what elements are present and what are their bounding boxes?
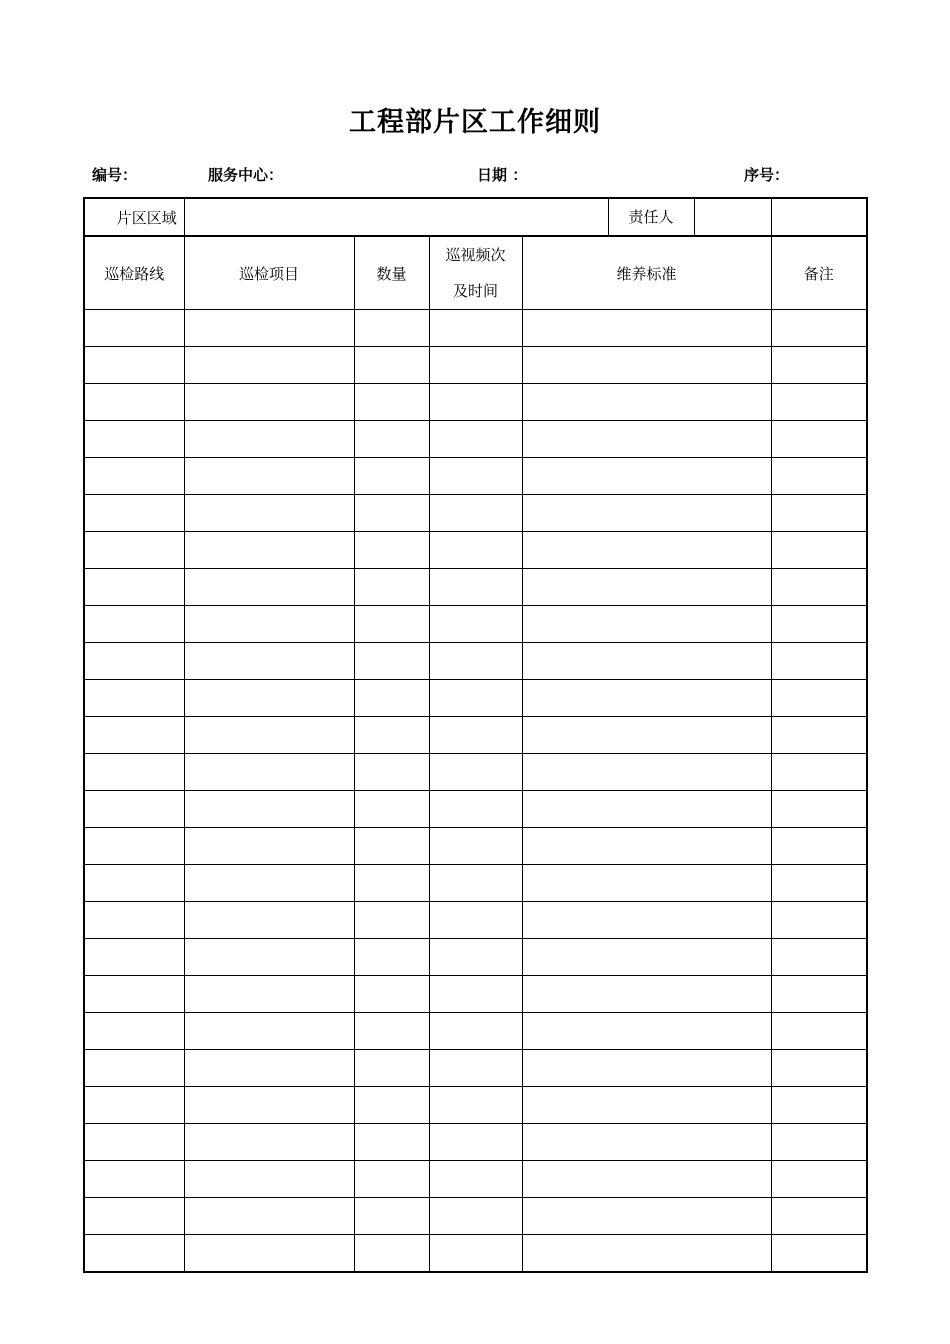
item-cell[interactable] — [184, 1013, 354, 1050]
route-cell[interactable] — [84, 421, 184, 458]
remarks-cell[interactable] — [771, 865, 867, 902]
owner-value-cell[interactable] — [695, 199, 771, 235]
quantity-cell[interactable] — [354, 754, 429, 791]
route-cell[interactable] — [84, 976, 184, 1013]
standard-cell[interactable] — [522, 902, 771, 939]
area-row — [84, 198, 867, 236]
quantity-cell[interactable] — [354, 1050, 429, 1087]
header-route: 巡检路线 — [84, 236, 184, 310]
route-cell[interactable] — [84, 458, 184, 495]
frequency-cell[interactable] — [429, 421, 522, 458]
route-cell[interactable] — [84, 717, 184, 754]
table-row — [84, 717, 867, 754]
remarks-cell[interactable] — [771, 939, 867, 976]
table-row — [84, 495, 867, 532]
frequency-cell[interactable] — [429, 828, 522, 865]
frequency-cell[interactable] — [429, 458, 522, 495]
table-row — [84, 1013, 867, 1050]
area-value-cell[interactable] — [184, 198, 608, 236]
item-cell[interactable] — [184, 347, 354, 384]
quantity-cell[interactable] — [354, 791, 429, 828]
page-title: 工程部片区工作细则 — [349, 107, 601, 138]
standard-cell[interactable] — [522, 347, 771, 384]
header-quantity: 数量 — [354, 236, 429, 310]
header-item: 巡检项目 — [184, 236, 354, 310]
table-row — [84, 421, 867, 458]
frequency-cell[interactable] — [429, 939, 522, 976]
quantity-cell[interactable] — [354, 532, 429, 569]
route-cell[interactable] — [84, 828, 184, 865]
item-cell[interactable] — [184, 717, 354, 754]
frequency-cell[interactable] — [429, 754, 522, 791]
route-cell[interactable] — [84, 1124, 184, 1161]
table-row — [84, 347, 867, 384]
owner-cell-group — [608, 198, 771, 236]
route-cell[interactable] — [84, 569, 184, 606]
quantity-cell[interactable] — [354, 1235, 429, 1273]
owner-value-cell-extension[interactable] — [771, 198, 867, 236]
standard-cell[interactable] — [522, 1013, 771, 1050]
item-cell[interactable] — [184, 976, 354, 1013]
frequency-cell[interactable] — [429, 1161, 522, 1198]
standard-cell[interactable] — [522, 1161, 771, 1198]
route-cell[interactable] — [84, 532, 184, 569]
frequency-cell[interactable] — [429, 1050, 522, 1087]
remarks-cell[interactable] — [771, 1087, 867, 1124]
frequency-cell[interactable] — [429, 865, 522, 902]
frequency-cell[interactable] — [429, 1198, 522, 1235]
quantity-cell[interactable] — [354, 1124, 429, 1161]
quantity-cell[interactable] — [354, 1087, 429, 1124]
table-row — [84, 828, 867, 865]
remarks-cell[interactable] — [771, 643, 867, 680]
standard-cell[interactable] — [522, 532, 771, 569]
standard-cell[interactable] — [522, 680, 771, 717]
remarks-cell[interactable] — [771, 680, 867, 717]
table-row — [84, 606, 867, 643]
table-row — [84, 902, 867, 939]
frequency-cell[interactable] — [429, 347, 522, 384]
route-cell[interactable] — [84, 1087, 184, 1124]
frequency-cell[interactable] — [429, 532, 522, 569]
route-cell[interactable] — [84, 939, 184, 976]
table-row — [84, 532, 867, 569]
standard-cell[interactable] — [522, 828, 771, 865]
standard-cell[interactable] — [522, 384, 771, 421]
item-cell[interactable] — [184, 1124, 354, 1161]
area-label: 片区区域 — [84, 198, 184, 236]
standard-cell[interactable] — [522, 458, 771, 495]
number-label: 编号： — [92, 166, 138, 184]
header-row — [84, 236, 867, 310]
header-remarks: 备注 — [771, 236, 867, 310]
quantity-cell[interactable] — [354, 680, 429, 717]
standard-cell[interactable] — [522, 717, 771, 754]
standard-cell[interactable] — [522, 643, 771, 680]
item-cell[interactable] — [184, 532, 354, 569]
standard-cell[interactable] — [522, 606, 771, 643]
standard-cell[interactable] — [522, 569, 771, 606]
standard-cell[interactable] — [522, 1235, 771, 1273]
quantity-cell[interactable] — [354, 421, 429, 458]
route-cell[interactable] — [84, 347, 184, 384]
item-cell[interactable] — [184, 569, 354, 606]
standard-cell[interactable] — [522, 1050, 771, 1087]
quantity-cell[interactable] — [354, 939, 429, 976]
item-cell[interactable] — [184, 643, 354, 680]
frequency-cell[interactable] — [429, 310, 522, 347]
item-cell[interactable] — [184, 1161, 354, 1198]
route-cell[interactable] — [84, 902, 184, 939]
remarks-cell[interactable] — [771, 1124, 867, 1161]
remarks-cell[interactable] — [771, 1161, 867, 1198]
item-cell[interactable] — [184, 310, 354, 347]
table-row — [84, 754, 867, 791]
table-row — [84, 976, 867, 1013]
frequency-cell[interactable] — [429, 1124, 522, 1161]
table-row — [84, 1050, 867, 1087]
header-standard: 维养标准 — [522, 236, 771, 310]
frequency-cell[interactable] — [429, 569, 522, 606]
frequency-cell[interactable] — [429, 1235, 522, 1273]
quantity-cell[interactable] — [354, 828, 429, 865]
frequency-cell[interactable] — [429, 902, 522, 939]
item-cell[interactable] — [184, 495, 354, 532]
work-rules-table — [83, 197, 868, 1273]
quantity-cell[interactable] — [354, 1198, 429, 1235]
header-frequency-line1: 巡视频次 — [445, 246, 506, 264]
frequency-cell[interactable] — [429, 1013, 522, 1050]
item-cell[interactable] — [184, 458, 354, 495]
route-cell[interactable] — [84, 754, 184, 791]
route-cell[interactable] — [84, 643, 184, 680]
quantity-cell[interactable] — [354, 384, 429, 421]
route-cell[interactable] — [84, 1198, 184, 1235]
remarks-cell[interactable] — [771, 458, 867, 495]
item-cell[interactable] — [184, 1235, 354, 1273]
quantity-cell[interactable] — [354, 347, 429, 384]
quantity-cell[interactable] — [354, 717, 429, 754]
date-label: 日期 ： — [477, 166, 528, 184]
table-row — [84, 791, 867, 828]
standard-cell[interactable] — [522, 495, 771, 532]
remarks-cell[interactable] — [771, 1013, 867, 1050]
item-cell[interactable] — [184, 828, 354, 865]
remarks-cell[interactable] — [771, 1235, 867, 1273]
remarks-cell[interactable] — [771, 495, 867, 532]
remarks-cell[interactable] — [771, 1050, 867, 1087]
table-row — [84, 569, 867, 606]
frequency-cell[interactable] — [429, 384, 522, 421]
item-cell[interactable] — [184, 902, 354, 939]
item-cell[interactable] — [184, 939, 354, 976]
item-cell[interactable] — [184, 865, 354, 902]
quantity-cell[interactable] — [354, 310, 429, 347]
item-cell[interactable] — [184, 1050, 354, 1087]
table-row — [84, 384, 867, 421]
quantity-cell[interactable] — [354, 606, 429, 643]
service-center-label: 服务中心： — [208, 166, 284, 184]
standard-cell[interactable] — [522, 939, 771, 976]
standard-cell[interactable] — [522, 1124, 771, 1161]
route-cell[interactable] — [84, 495, 184, 532]
remarks-cell[interactable] — [771, 347, 867, 384]
route-cell[interactable] — [84, 310, 184, 347]
item-cell[interactable] — [184, 1087, 354, 1124]
item-cell[interactable] — [184, 1198, 354, 1235]
owner-label: 责任人 — [609, 199, 695, 235]
standard-cell[interactable] — [522, 310, 771, 347]
quantity-cell[interactable] — [354, 495, 429, 532]
route-cell[interactable] — [84, 384, 184, 421]
remarks-cell[interactable] — [771, 384, 867, 421]
quantity-cell[interactable] — [354, 865, 429, 902]
header-frequency — [429, 236, 522, 310]
remarks-cell[interactable] — [771, 976, 867, 1013]
route-cell[interactable] — [84, 680, 184, 717]
item-cell[interactable] — [184, 606, 354, 643]
table-row — [84, 458, 867, 495]
table-row — [84, 1198, 867, 1235]
sequence-label: 序号： — [744, 166, 790, 184]
item-cell[interactable] — [184, 680, 354, 717]
remarks-cell[interactable] — [771, 1198, 867, 1235]
item-cell[interactable] — [184, 384, 354, 421]
standard-cell[interactable] — [522, 976, 771, 1013]
frequency-cell[interactable] — [429, 680, 522, 717]
header-frequency-line2: 及时间 — [452, 282, 498, 300]
table-row — [84, 1161, 867, 1198]
route-cell[interactable] — [84, 606, 184, 643]
item-cell[interactable] — [184, 421, 354, 458]
remarks-cell[interactable] — [771, 421, 867, 458]
remarks-cell[interactable] — [771, 532, 867, 569]
remarks-cell[interactable] — [771, 717, 867, 754]
standard-cell[interactable] — [522, 865, 771, 902]
route-cell[interactable] — [84, 1013, 184, 1050]
table-row — [84, 1087, 867, 1124]
remarks-cell[interactable] — [771, 828, 867, 865]
remarks-cell[interactable] — [771, 902, 867, 939]
route-cell[interactable] — [84, 1235, 184, 1273]
table-row — [84, 310, 867, 347]
quantity-cell[interactable] — [354, 569, 429, 606]
remarks-cell[interactable] — [771, 310, 867, 347]
quantity-cell[interactable] — [354, 643, 429, 680]
standard-cell[interactable] — [522, 791, 771, 828]
table-row — [84, 939, 867, 976]
route-cell[interactable] — [84, 865, 184, 902]
remarks-cell[interactable] — [771, 754, 867, 791]
standard-cell[interactable] — [522, 754, 771, 791]
quantity-cell[interactable] — [354, 976, 429, 1013]
table-row — [84, 1235, 867, 1273]
table-row — [84, 643, 867, 680]
frequency-cell[interactable] — [429, 643, 522, 680]
standard-cell[interactable] — [522, 1087, 771, 1124]
table-row — [84, 865, 867, 902]
frequency-cell[interactable] — [429, 717, 522, 754]
route-cell[interactable] — [84, 791, 184, 828]
remarks-cell[interactable] — [771, 569, 867, 606]
frequency-cell[interactable] — [429, 606, 522, 643]
table-row — [84, 680, 867, 717]
quantity-cell[interactable] — [354, 902, 429, 939]
standard-cell[interactable] — [522, 421, 771, 458]
quantity-cell[interactable] — [354, 458, 429, 495]
frequency-cell[interactable] — [429, 495, 522, 532]
route-cell[interactable] — [84, 1050, 184, 1087]
quantity-cell[interactable] — [354, 1013, 429, 1050]
remarks-cell[interactable] — [771, 606, 867, 643]
frequency-cell[interactable] — [429, 976, 522, 1013]
standard-cell[interactable] — [522, 1198, 771, 1235]
route-cell[interactable] — [84, 1161, 184, 1198]
item-cell[interactable] — [184, 754, 354, 791]
item-cell[interactable] — [184, 791, 354, 828]
table-row — [84, 1124, 867, 1161]
frequency-cell[interactable] — [429, 1087, 522, 1124]
frequency-cell[interactable] — [429, 791, 522, 828]
remarks-cell[interactable] — [771, 791, 867, 828]
quantity-cell[interactable] — [354, 1161, 429, 1198]
